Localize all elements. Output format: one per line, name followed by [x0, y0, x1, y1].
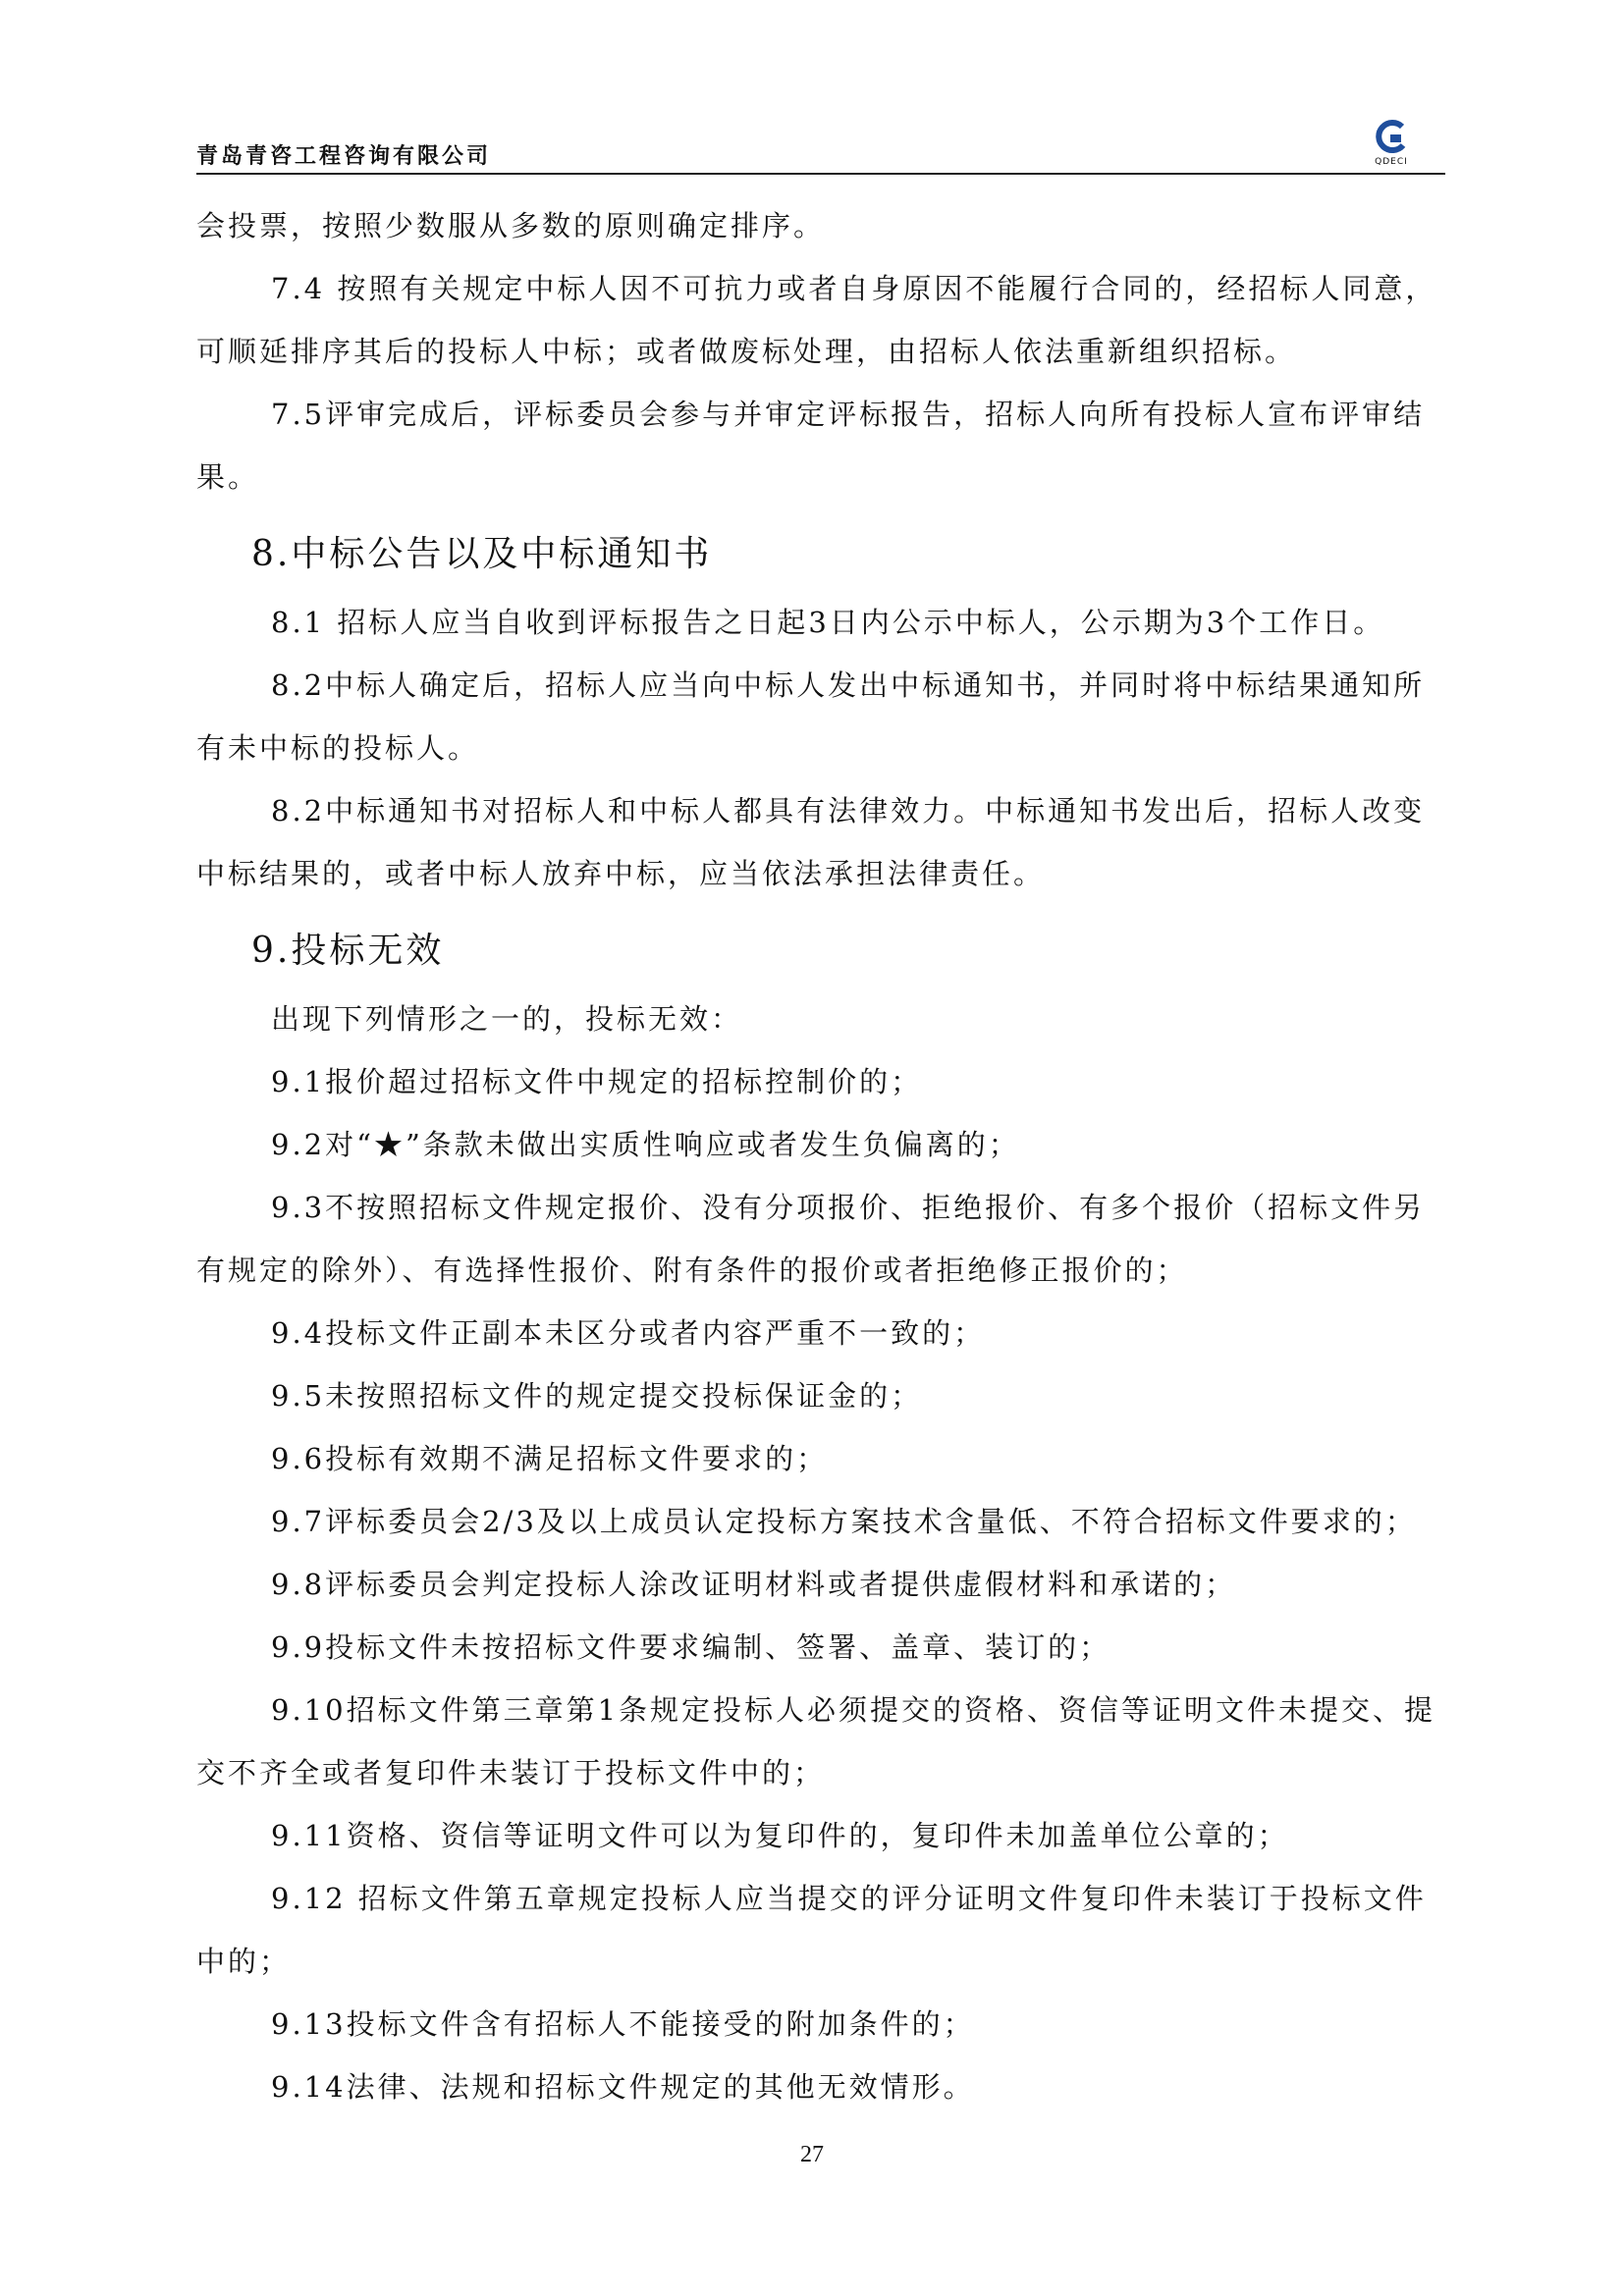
page-number: 27 [800, 2142, 824, 2167]
paragraph: 8.1 招标人应当自收到评标报告之日起3日内公示中标人，公示期为3个工作日。 [271, 606, 1385, 639]
paragraph: 7.4 按照有关规定中标人因不可抗力或者自身原因不能履行合同的，经招标人同意，可顺延排序其后的投标人中标；或者做废标处理，由招标人依法重新组织招标。 [196, 272, 1437, 368]
list-item: 9.7评标委员会2/3及以上成员认定投标方案技术含量低、不符合招标文件要求的； [271, 1505, 1417, 1538]
list-item: 9.2对“★”条款未做出实质性响应或者发生负偏离的； [271, 1128, 1020, 1161]
company-name: 青岛青咨工程咨询有限公司 [196, 144, 492, 169]
paragraph: 出现下列情形之一的，投标无效： [271, 1002, 743, 1036]
list-item: 9.13投标文件含有招标人不能接受的附加条件的； [271, 2007, 975, 2041]
list-item: 9.12 招标文件第五章规定投标人应当提交的评分证明文件复印件未装订于投标文件中的； [196, 1882, 1427, 1978]
qdeci-logo-icon [1373, 118, 1410, 155]
list-item: 9.6投标有效期不满足招标文件要求的； [271, 1442, 829, 1475]
document-body [196, 194, 1445, 2118]
paragraph: 会投票，按照少数服从多数的原则确定排序。 [196, 209, 826, 242]
header-rule [196, 173, 1445, 175]
qdeci-logo [1367, 118, 1416, 173]
list-item: 9.11资格、资信等证明文件可以为复印件的，复印件未加盖单位公章的； [271, 1819, 1289, 1852]
paragraph: 7.5评审完成后，评标委员会参与并审定评标报告，招标人向所有投标人宣布评审结果。 [196, 398, 1426, 494]
section-8-heading: 8.中标公告以及中标通知书 [251, 534, 713, 574]
list-item: 9.8评标委员会判定投标人涂改证明材料或者提供虚假材料和承诺的； [271, 1568, 1237, 1601]
paragraph: 8.2中标人确定后，招标人应当向中标人发出中标通知书，并同时将中标结果通知所有未中标的投标人。 [196, 668, 1426, 765]
page-header [196, 118, 1445, 175]
list-item: 9.10招标文件第三章第1条规定投标人必须提交的资格、资信等证明文件未提交、提交不齐全或者复印件未装订于投标文件中的； [196, 1693, 1436, 1789]
paragraph: 8.2中标通知书对招标人和中标人都具有法律效力。中标通知书发出后，招标人改变中标结果的，或者中标人放弃中标，应当依法承担法律责任。 [196, 794, 1426, 890]
list-item: 9.1报价超过招标文件中规定的招标控制价的； [271, 1065, 923, 1098]
section-9-heading: 9.投标无效 [251, 931, 445, 971]
list-item: 9.9投标文件未按招标文件要求编制、签署、盖章、装订的； [271, 1630, 1111, 1664]
list-item: 9.5未按照招标文件的规定提交投标保证金的； [271, 1379, 923, 1413]
list-item: 9.14法律、法规和招标文件规定的其他无效情形。 [271, 2070, 975, 2104]
list-item: 9.3不按照招标文件规定报价、没有分项报价、拒绝报价、有多个报价（招标文件另有规定的除外）、有选择性报价、附有条件的报价或者拒绝修正报价的； [196, 1191, 1426, 1287]
logo-text: QDECI [1375, 157, 1408, 167]
list-item: 9.4投标文件正副本未区分或者内容严重不一致的； [271, 1316, 986, 1350]
